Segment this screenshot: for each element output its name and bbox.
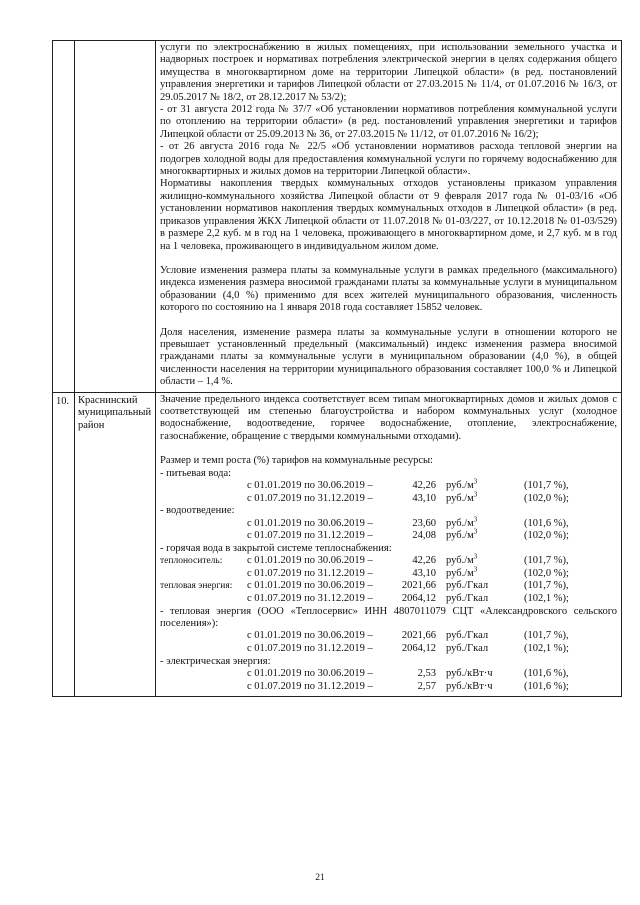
- condition-paragraph: Условие изменения размера платы за коммунальные услуги в рамках предельного (максимального) индекса изменения размера вносимой гражданами платы за коммунальные услуги в муниципальном образовании (4,0 %) применимо для всех жителей муниципального образования, численность которого по состоянию на 1 января 2018 года составляет 15852 человек.: [160, 264, 617, 314]
- row-number-cell: [53, 41, 75, 393]
- row-content-cell: [156, 392, 622, 697]
- tariff-row: с 01.07.2019 по 31.12.2019 – 2,57 руб./кВт·ч (101,6 %);: [247, 680, 569, 692]
- tariff-row: с 01.01.2019 по 30.06.2019 – 42,26 $руб./м^3$ (101,7 %),: [247, 477, 569, 491]
- row-number-cell: [53, 392, 75, 697]
- tariff-row: с 01.07.2019 по 31.12.2019 – 43,10 $руб./м^3$ (102,0 %);: [247, 490, 569, 504]
- tariff-row: тепловая энергия: с 01.01.2019 по 30.06.2019 – 2021,66 руб./Гкал (101,7 %),: [160, 580, 569, 592]
- tariff-row: теплоноситель: с 01.01.2019 по 30.06.2019 – 42,26 $руб./м^3$ (101,7 %),: [160, 552, 569, 567]
- carrier-label: теплоноситель:: [160, 556, 223, 567]
- tariff-row: с 01.01.2019 по 30.06.2019 – 23,60 $руб./м^3$ (101,6 %),: [247, 515, 569, 529]
- table-row-previous: [53, 41, 622, 393]
- electric-heading: - электрическая энергия:: [160, 655, 271, 667]
- paragraph: - от 31 августа 2012 года № 37/7 «Об установлении нормативов потребления коммунальной услуги по отоплению на территории области» (в ред. постановлений управления энергетики и тарифов Липецкой области от 25.09.2013 № 36, от 27.03.2015 № 11/12, от 01.07.2016 № 16/2);: [160, 104, 617, 140]
- paragraph: - от 26 августа 2016 года № 22/5 «Об установлении нормативов расхода тепловой энергии на подогрев холодной воды для предоставления коммунальной услуги по горячему водоснабжению для многоквартирных и жилых домов на территории Липецкой области».: [160, 141, 617, 178]
- tariffs-title: Размер и темп роста (%) тарифов на коммунальные ресурсы:: [160, 455, 433, 467]
- region-name-cell: [75, 41, 156, 393]
- paragraph: услуги по электроснабжению в жилых помещениях, при использовании земельного участка и надворных построек и нормативах потребления электрической энергии в целях содержания общего имущества в многоквартирном доме на территории Липецкой области» (в ред. постановлений управления энергетики и тарифов Липецкой области от 27.03.2015 № 11/4, от 01.07.2016 № 16/3, от 29.05.2017 № 18/2, от 28.12.2017 № 53/2);: [160, 42, 617, 103]
- page-number: 21: [315, 873, 325, 883]
- tariff-row: с 01.07.2019 по 31.12.2019 – 24,08 $руб./м^3$ (102,0 %);: [247, 527, 569, 542]
- tariff-row: с 01.07.2019 по 31.12.2019 – 43,10 $руб./м^3$ (102,0 %);: [247, 565, 569, 579]
- tariff-table: [52, 40, 622, 697]
- tariff-row: с 01.01.2019 по 30.06.2019 – 2021,66 руб./Гкал (101,7 %),: [247, 630, 569, 642]
- heat-heading: - тепловая энергия (ООО «Теплосервис» ИНН 4807011079 СЦТ «Александровского сельского поселения»):: [160, 605, 617, 629]
- drinking-water-heading: - питьевая вода:: [160, 467, 232, 479]
- tariff-row: с 01.07.2019 по 31.12.2019 – 2064,12 руб./Гкал (102,1 %);: [247, 592, 569, 604]
- sewage-heading: - водоотведение:: [160, 505, 235, 517]
- tariff-row: с 01.07.2019 по 31.12.2019 – 2064,12 руб./Гкал (102,1 %);: [247, 642, 569, 654]
- energy-label: тепловая энергия:: [160, 581, 233, 592]
- row-number: 10.: [56, 395, 70, 407]
- region-name: Краснинский муниципальный район: [78, 394, 152, 431]
- tariff-row: с 01.01.2019 по 30.06.2019 – 2,53 руб./кВт·ч (101,6 %),: [247, 667, 569, 679]
- hot-water-heading: - горячая вода в закрытой системе теплоснабжения:: [160, 542, 392, 554]
- paragraph: Нормативы накопления твердых коммунальных отходов установлены приказом управления жилищно-коммунального хозяйства Липецкой области от 9 февраля 2017 года № 01-03/16 «Об установлении нормативов накопления твердых коммунальных отходов в Липецкой области» (в ред. приказов управления ЖКХ Липецкой области от 11.07.2018 № 01-03/227, от 10.12.2018 № 01-03/529) в размере 2,2 куб. м в год на 1 человека, проживающего в многоквартирном доме, и 2,7 куб. м в год на 1 человека, проживающего в индивидуальном жилом доме.: [160, 178, 617, 252]
- table-row-10: [53, 392, 622, 697]
- region-name-cell: [75, 392, 156, 697]
- row-content-cell: [156, 41, 622, 393]
- intro-paragraph: Значение предельного индекса соответствует всем типам многоквартирных домов и жилых домов с соответствующей им степенью благоустройства и набором коммунальных услуг (холодное водоснабжение, водоотведение, горячее водоснабжение, отопление, электроснабжение, газоснабжение, обращение с твердыми коммунальными отходами).: [160, 393, 617, 442]
- population-share-paragraph: Доля населения, изменение размера платы за коммунальные услуги в отношении которого не превышает установленный предельный (максимальный) индекс изменения размера вносимой гражданами платы за коммунальные услуги в муниципальном образовании (4,0 %), в общей численности населения на территории муниципального образования составляет 100,0 % и Липецкой области – 1,4 %.: [160, 326, 617, 388]
